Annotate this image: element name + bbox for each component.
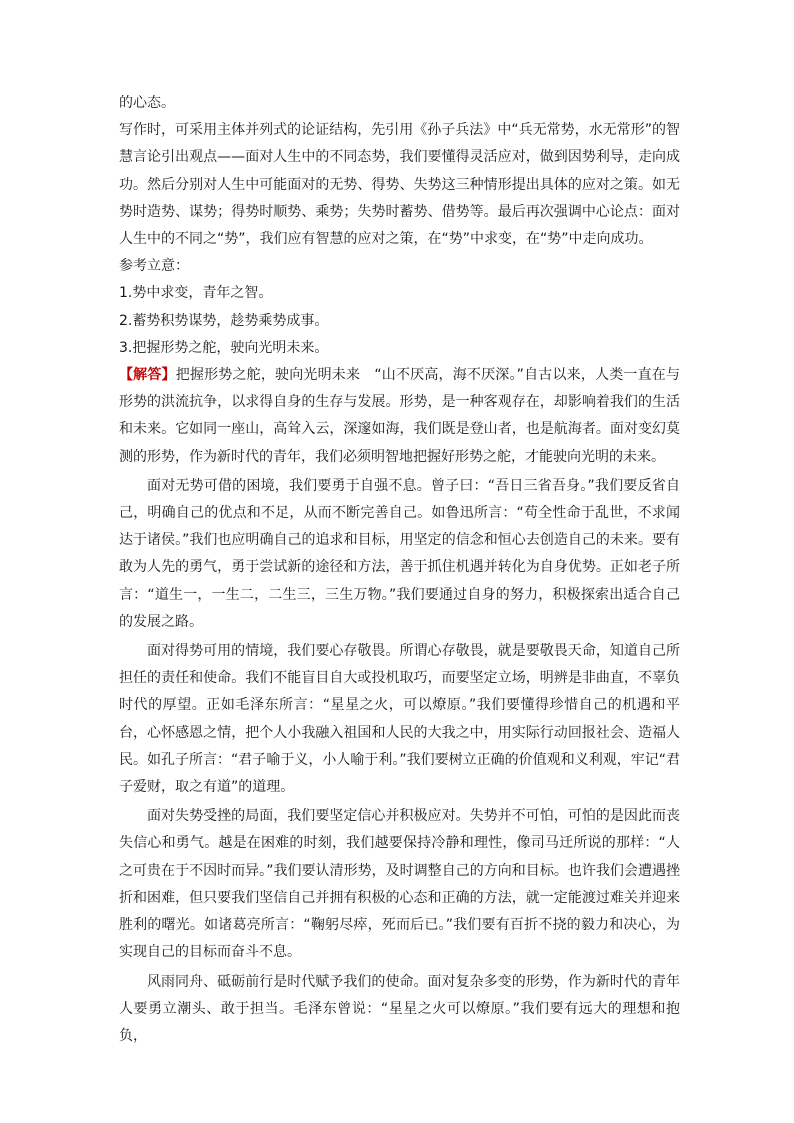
reference-ideas-heading: 参考立意： xyxy=(119,258,189,275)
reference-idea-1: 1.势中求变，青年之智。 xyxy=(119,285,273,302)
document-body xyxy=(119,90,680,1050)
essay-paragraph-mission: 风雨同舟、砥砺前行是时代赋予我们的使命。面对复杂多变的形势，作为新时代的青年人要勇立潮头、敢于担当。毛泽东曾说：“星星之火可以燎原。”我们要有远大的理想和抱负， xyxy=(119,973,680,1044)
answer-tag: 【解答】 xyxy=(119,367,176,384)
paragraph-writing-guide: 写作时，可采用主体并列式的论证结构，先引用《孙子兵法》中“兵无常势，水无常形”的智慧言论引出观点——面对人生中的不同态势，我们要懂得灵活应对，做到因势利导，走向成功。然后分别对人生中可能面对的无势、得势、失势这三种情形提出具体的应对之策。如无势时造势、谋势；得势时顺势、乘势；失势时蓄势、借势等。最后再次强调中心论点：面对人生中的不同之“势”，我们应有智慧的应对之策，在“势”中求变，在“势”中走向成功。 xyxy=(119,122,680,248)
reference-idea-2: 2.蓄势积势谋势，趁势乘势成事。 xyxy=(119,312,329,329)
essay-paragraph-losing-momentum: 面对失势受挫的局面，我们要坚定信心并积极应对。失势并不可怕，可怕的是因此而丧失信心和勇气。越是在困难的时刻，我们越要保持冷静和理性，像司马迁所说的那样：“人之可贵在于不因时而异。”我们要认清形势，及时调整自己的方向和目标。也许我们会遭遇挫折和困难，但只要我们坚信自己并拥有积极的心态和正确的方法，就一定能渡过难关并迎来胜利的曙光。如诸葛亮所言：“鞠躬尽瘁，死而后已。”我们要有百折不挠的毅力和决心，为实现自己的目标而奋斗不息。 xyxy=(119,808,680,961)
answer-intro-text: 把握形势之舵，驶向光明未来 “山不厌高，海不厌深。”自古以来，人类一直在与形势的洪流抗争，以求得自身的生存与发展。形势，是一种客观存在，却影响着我们的生活和未来。它如同一座山，高耸入云，深邃如海，我们既是登山者，也是航海者。面对变幻莫测的形势，作为新时代的青年，我们必须明智地把握好形势之舵，才能驶向光明的未来。 xyxy=(119,367,680,465)
paragraph-continuation: 的心态。 xyxy=(119,95,175,111)
answer-paragraph xyxy=(119,362,680,471)
essay-paragraph-with-momentum: 面对得势可用的情境，我们要心存敬畏。所谓心存敬畏，就是要敬畏天命，知道自己所担任的责任和使命。我们不能盲目自大或投机取巧，而要坚定立场，明辨是非曲直，不辜负时代的厚望。正如毛泽东所言：“星星之火，可以燎原。”我们要懂得珍惜自己的机遇和平台，心怀感恩之情，把个人小我融入祖国和人民的大我之中，用实际行动回报社会、造福人民。如孔子所言：“君子喻于义，小人喻于利。”我们要树立正确的价值观和义利观，牢记“君子爱财，取之有道”的道理。 xyxy=(119,643,680,796)
essay-paragraph-no-momentum: 面对无势可借的困境，我们要勇于自强不息。曾子曰：“吾日三省吾身。”我们要反省自己，明确自己的优点和不足，从而不断完善自己。如鲁迅所言：“苟全性命于乱世，不求闻达于诸侯。”我们也应明确自己的追求和目标，用坚定的信念和恒心去创造自己的未来。要有敢为人先的勇气，勇于尝试新的途径和方法，善于抓住机遇并转化为自身优势。正如老子所言：“道生一，一生二，二生三，三生万物。”我们要通过自身的努力，积极探索出适合自己的发展之路。 xyxy=(119,477,680,630)
reference-idea-3: 3.把握形势之舵，驶向光明未来。 xyxy=(119,339,329,356)
